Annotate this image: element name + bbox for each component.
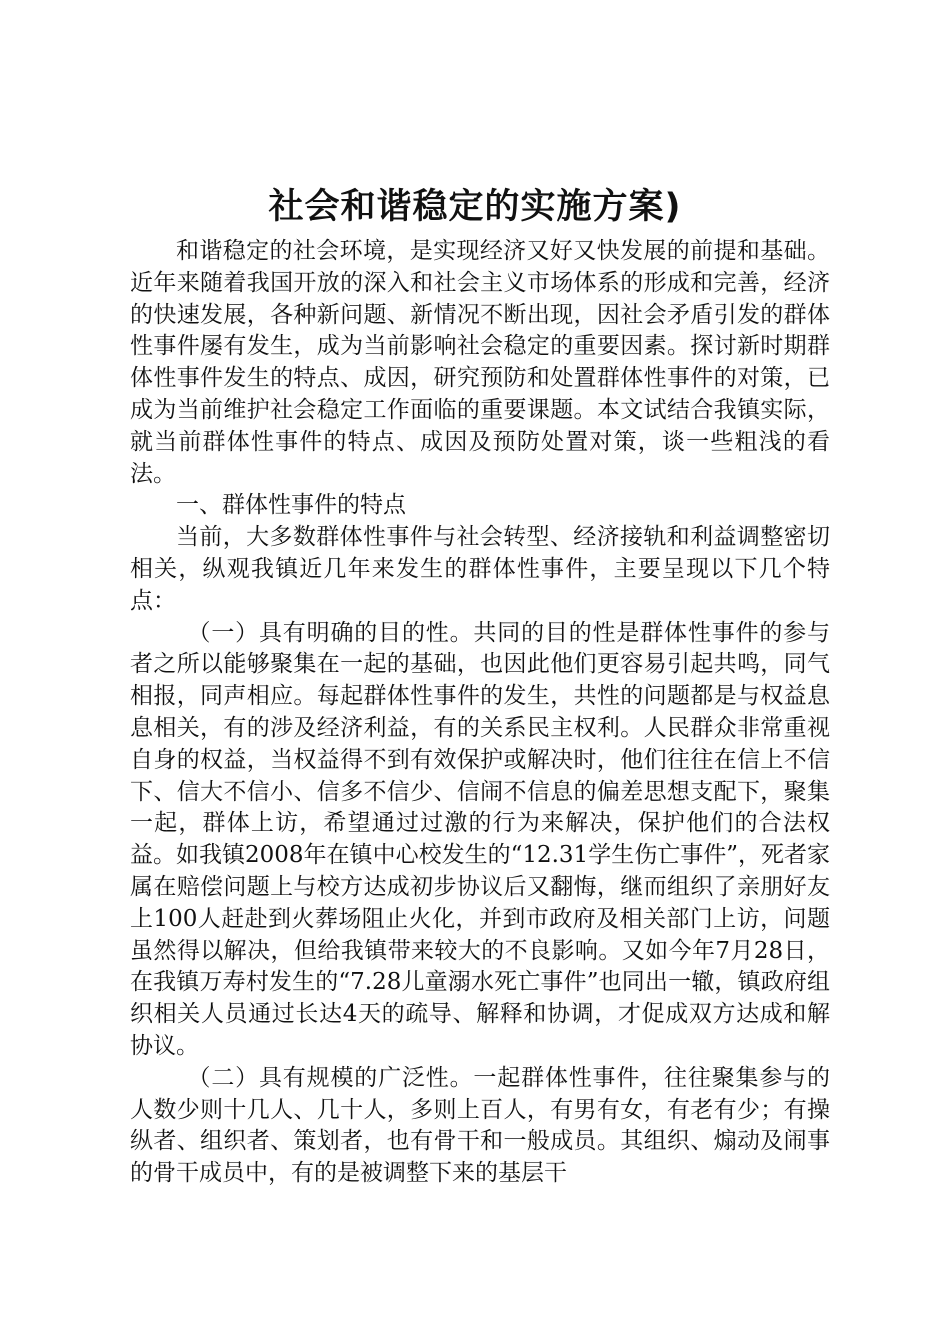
paragraph-point-1: （一）具有明确的目的性。共同的目的性是群体性事件的参与者之所以能够聚集在一起的基础，也因此他们更容易引起共鸣，同气相报，同声相应。每起群体性事件的发生，共性的问题都是与权益息息相关，有的涉及经济利益，有的关系民主权利。人民群众非常重视自身的权益，当权益得不到有效保护或解决时，他们往往在信上不信下、信大不信小、信多不信少、信闹不信息的偏差思想支配下，聚集一起，群体上访，希望通过过激的行为来解决，保护他们的合法权益。如我镇2008年在镇中心校发生的“12.31学生伤亡事件”，死者家属在赔偿问题上与校方达成初步协议后又翻悔，继而组织了亲朋好友上100人赶赴到火葬场阻止火化，并到市政府及相关部门上访，问题虽然得以解决，但给我镇带来较大的不良影响。又如今年7月28日，在我镇万寿村发生的“7.28儿童溺水死亡事件”也同出一辙，镇政府组织相关人员通过长达4天的疏导、解释和协调，才促成双方达成和解协议。 <box>130 619 830 1059</box>
document-body <box>130 236 830 1190</box>
paragraph-overview: 当前，大多数群体性事件与社会转型、经济接轨和利益调整密切相关，纵观我镇近几年来发生的群体性事件，主要呈现以下几个特点： <box>130 524 830 614</box>
paragraph-point-2: （二）具有规模的广泛性。一起群体性事件，往往聚集参与的人数少则十几人、几十人，多则上百人，有男有女，有老有少；有操纵者、组织者、策划者，也有骨干和一般成员。其组织、煽动及闹事的骨干成员中，有的是被调整下来的基层干 <box>130 1064 830 1187</box>
document-title: 社会和谐稳定的实施方案) <box>268 187 682 227</box>
paragraph-intro: 和谐稳定的社会环境，是实现经济又好又快发展的前提和基础。近年来随着我国开放的深入和社会主义市场体系的形成和完善，经济的快速发展，各种新问题、新情况不断出现，因社会矛盾引发的群体性事件屡有发生，成为当前影响社会稳定的重要因素。探讨新时期群体性事件发生的特点、成因，研究预防和处置群体性事件的对策，已成为当前维护社会稳定工作面临的重要课题。本文试结合我镇实际，就当前群体性事件的特点、成因及预防处置对策，谈一些粗浅的看法。 <box>130 238 830 487</box>
section-heading: 一、群体性事件的特点 <box>176 492 406 519</box>
